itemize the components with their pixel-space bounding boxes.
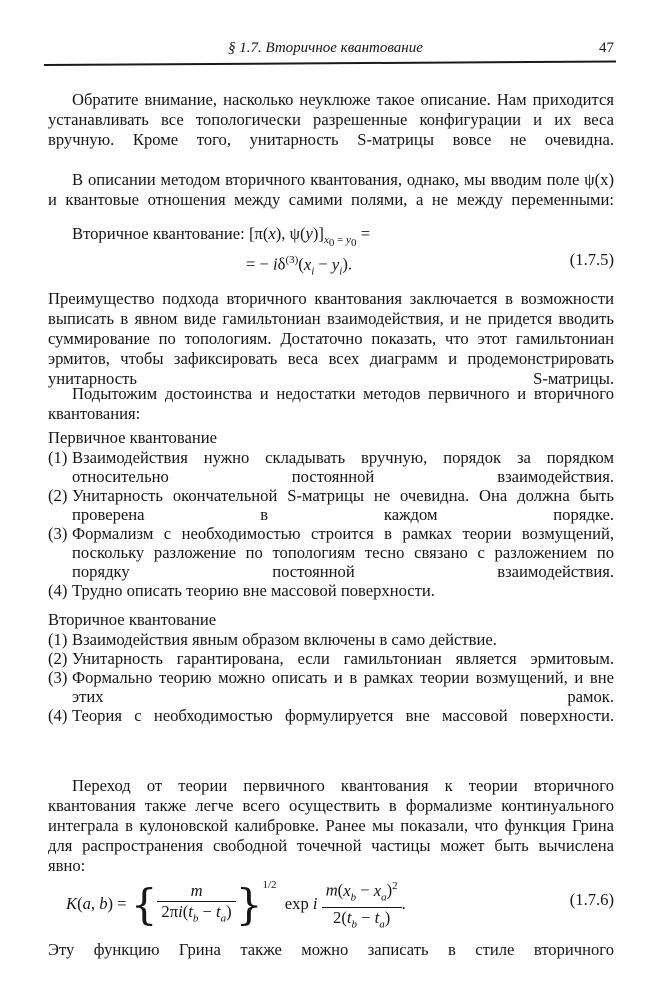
item-text: Унитарность окончательной S-матрицы не очевидна. Она должна быть проверена в каждом порядке. bbox=[72, 486, 614, 524]
first-quantization-section bbox=[48, 428, 614, 600]
paragraph-5: Переход от теории первичного квантования к теории вторичного квантования также легче всего осуществить в формализме континуального интеграла в кулоновской калибровке. Ранее мы показали, что функция Грина для распространения свободной точечной частицы может быть вычислена явно: bbox=[48, 776, 614, 875]
equation-1-7-5-line1: Вторичное квантование: [π(x), $\psi(y)]_{x_0 = y_0}$ = bbox=[72, 224, 370, 250]
item-number: (2) bbox=[48, 649, 68, 668]
item-number: (1) bbox=[48, 630, 68, 649]
item-text: Трудно описать теорию вне массовой поверхности. bbox=[72, 581, 435, 600]
item-text: Унитарность гарантирована, если гамильтониан является эрмитовым. bbox=[72, 649, 614, 668]
fraction-exponent: $\frac{m(x_b - x_a)^2}{2(t_b - t_a)}$ bbox=[322, 876, 402, 934]
right-brace: } bbox=[235, 880, 263, 930]
equation-number-1-7-5: (1.7.5) bbox=[569, 250, 614, 269]
item-text: Взаимодействия явным образом включены в само действие. bbox=[72, 630, 497, 649]
paragraph-2: В описании методом вторичного квантования, однако, мы вводим поле ψ(x) и квантовые отношения между самими полями, а не между переменными: bbox=[48, 170, 614, 209]
section-title: § 1.7. Вторичное квантование bbox=[228, 40, 423, 56]
second-quantization-item bbox=[48, 668, 614, 706]
paragraph-3: Преимущество подхода вторичного квантования заключается в возможности выписать в явном виде гамильтониан взаимодействия, и не придется вводить суммирование по топологиям. Достаточно показать, что этот гамильтониан эрмитов, чтобы зафиксировать веса всех диаграмм и продемонстрировать унитарность S-матрицы. bbox=[48, 289, 614, 388]
item-text: Формализм с необходимостью строится в рамках теории возмущений, поскольку разложение по топологиям тесно связано с разложением по порядку постоянной взаимодействия. bbox=[72, 524, 614, 581]
item-number: (4) bbox=[48, 706, 68, 725]
item-text: Формально теорию можно описать и в рамках теории возмущений, и вне этих рамок. bbox=[72, 668, 614, 706]
item-number: (2) bbox=[48, 486, 68, 505]
second-quantization-item bbox=[48, 630, 614, 649]
second-quantization-item bbox=[48, 649, 614, 668]
equation-label: Вторичное квантование: bbox=[72, 224, 245, 243]
item-number: (4) bbox=[48, 581, 68, 600]
paragraph-4: Подытожим достоинства и недостатки методов первичного и вторичного квантования: bbox=[48, 384, 614, 423]
equation-number-1-7-6: (1.7.6) bbox=[569, 890, 614, 909]
item-number: (3) bbox=[48, 524, 68, 543]
fraction-m-over-2pi: $\frac{m}{2\pi i(t_b - t_a)}$ bbox=[157, 881, 235, 928]
first-quantization-item bbox=[48, 524, 614, 581]
equation-1-7-5-line2: = − $i\delta^{(3)}(x_i - y_i)$. bbox=[246, 254, 353, 277]
paragraph-1: Обратите внимание, насколько неуклюже такое описание. Нам приходится устанавливать все топологически разрешенные конфигурации и их веса вручную. Кроме того, унитарность S-матрицы вовсе не очевидна. bbox=[48, 90, 614, 149]
paragraph-6: Эту функцию Грина также можно записать в стиле вторичного bbox=[48, 940, 614, 959]
item-number: (1) bbox=[48, 448, 68, 467]
item-number: (3) bbox=[48, 668, 68, 687]
page-number: 47 bbox=[599, 40, 614, 56]
first-quantization-item bbox=[48, 486, 614, 524]
item-text: Теория с необходимостью формулируется вне массовой поверхности. bbox=[72, 706, 614, 725]
equation-1-7-6: K(a, b) = { $\frac{m}{2\pi i(t_b - t_a)}$ }$^{1/2}$ exp i $\frac{m(x_b - x_a)^2}{2(t_b - t_a)}$ . bbox=[66, 876, 406, 934]
left-brace: { bbox=[130, 880, 158, 930]
running-header bbox=[48, 40, 614, 62]
second-quantization-section bbox=[48, 610, 614, 725]
item-text: Взаимодействия нужно складывать вручную, порядок за порядком относительно постоянной взаимодействия. bbox=[72, 448, 614, 486]
first-quantization-item bbox=[48, 581, 614, 600]
first-quantization-item bbox=[48, 448, 614, 486]
second-quantization-heading: Вторичное квантование bbox=[48, 610, 217, 629]
first-quantization-heading: Первичное квантование bbox=[48, 428, 217, 447]
second-quantization-item bbox=[48, 706, 614, 725]
